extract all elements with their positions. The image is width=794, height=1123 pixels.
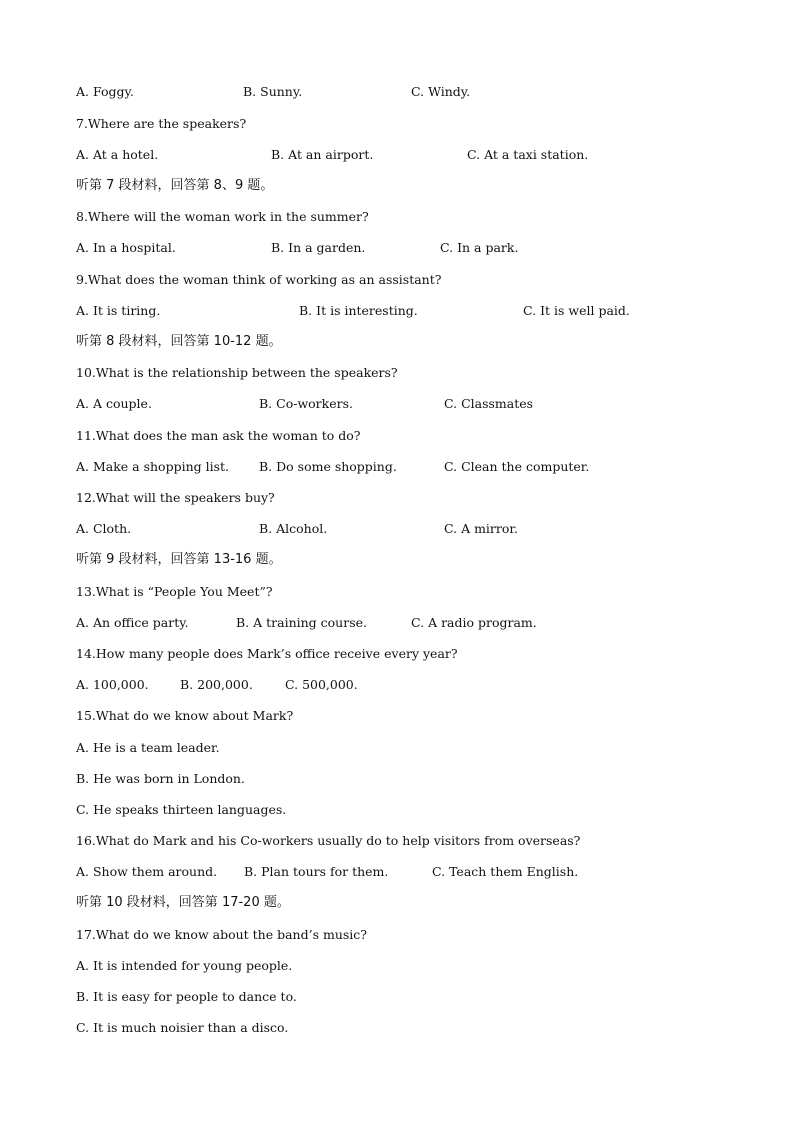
- answer-option: C. Clean the computer.: [444, 459, 590, 474]
- answer-option: C. Teach them English.: [432, 864, 579, 879]
- answer-option: C. In a park.: [440, 240, 519, 255]
- section-instruction: 听第 10 段材料，回答第 17-20 题。: [76, 895, 290, 910]
- answer-option: B. Do some shopping.: [259, 459, 397, 474]
- answer-option: C. It is well paid.: [523, 303, 630, 318]
- answer-option: A. Show them around.: [76, 864, 218, 879]
- question-text: 15.What do we know about Mark?: [76, 708, 294, 723]
- answer-option: A. 100,000.: [76, 677, 149, 692]
- answer-option: C. It is much noisier than a disco.: [76, 1020, 289, 1035]
- answer-option: A. In a hospital.: [76, 240, 176, 255]
- answer-option: B. In a garden.: [271, 240, 366, 255]
- section-instruction: 听第 9 段材料，回答第 13-16 题。: [76, 552, 282, 567]
- question-text: 7.Where are the speakers?: [76, 116, 247, 131]
- answer-option: C. A mirror.: [444, 521, 518, 536]
- question-text: 11.What does the man ask the woman to do?: [76, 428, 361, 443]
- answer-option: C. He speaks thirteen languages.: [76, 802, 287, 817]
- answer-option: B. Plan tours for them.: [244, 864, 389, 879]
- answer-option: B. Alcohol.: [259, 521, 328, 536]
- question-text: 9.What does the woman think of working as an assistant?: [76, 272, 442, 287]
- question-text: 14.How many people does Mark’s office receive every year?: [76, 646, 458, 661]
- answer-option: A. An office party.: [76, 615, 189, 630]
- answer-option: B. It is interesting.: [299, 303, 418, 318]
- question-text: 17.What do we know about the band’s music?: [76, 927, 367, 942]
- answer-option: B. At an airport.: [271, 147, 374, 162]
- answer-option: C. Classmates: [444, 396, 534, 411]
- answer-option: A. It is intended for young people.: [76, 958, 293, 973]
- answer-option: A. Make a shopping list.: [76, 459, 230, 474]
- question-text: 16.What do Mark and his Co-workers usually do to help visitors from overseas?: [76, 833, 581, 848]
- answer-option: C. Windy.: [411, 84, 471, 99]
- question-text: 13.What is “People You Meet”?: [76, 584, 273, 599]
- question-text: 10.What is the relationship between the speakers?: [76, 365, 398, 380]
- answer-option: C. At a taxi station.: [467, 147, 589, 162]
- question-text: 8.Where will the woman work in the summer?: [76, 209, 369, 224]
- answer-option: A. Foggy.: [76, 84, 134, 99]
- answer-option: B. 200,000.: [180, 677, 253, 692]
- answer-option: B. He was born in London.: [76, 771, 245, 786]
- answer-option: B. It is easy for people to dance to.: [76, 989, 297, 1004]
- question-text: 12.What will the speakers buy?: [76, 490, 275, 505]
- answer-option: A. Cloth.: [76, 521, 132, 536]
- answer-option: B. Sunny.: [243, 84, 303, 99]
- answer-option: A. At a hotel.: [76, 147, 159, 162]
- section-instruction: 听第 8 段材料，回答第 10-12 题。: [76, 334, 282, 349]
- answer-option: A. He is a team leader.: [76, 740, 220, 755]
- answer-option: B. Co-workers.: [259, 396, 353, 411]
- answer-option: B. A training course.: [236, 615, 367, 630]
- section-instruction: 听第 7 段材料，回答第 8、9 题。: [76, 178, 274, 193]
- answer-option: C. 500,000.: [285, 677, 358, 692]
- answer-option: A. A couple.: [76, 396, 152, 411]
- answer-option: C. A radio program.: [411, 615, 537, 630]
- answer-option: A. It is tiring.: [76, 303, 161, 318]
